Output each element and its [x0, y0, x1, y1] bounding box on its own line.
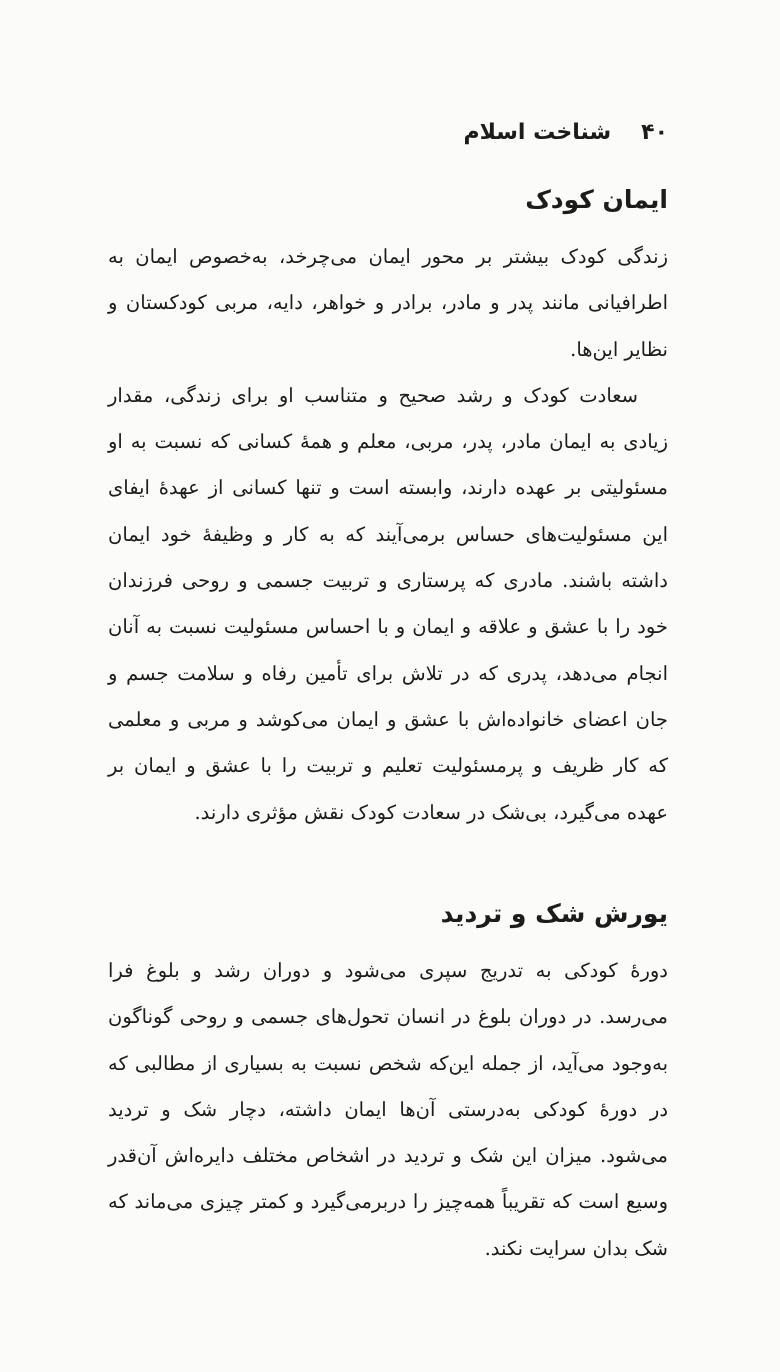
paragraph: زندگی کودک بیشتر بر محور ایمان می‌چرخد، به‌خصوص ایمان به اطرافیانی مانند پدر و مادر، برادر و خواهر، دایه، مربی کودکستان و نظایر این‌ها.	[108, 245, 668, 361]
page-number: ۴۰	[641, 119, 668, 145]
section-title: یورش شک و تردید	[440, 899, 668, 928]
book-title: شناخت اسلام	[463, 119, 612, 145]
paragraph: سعادت کودک و رشد صحیح و متناسب او برای زندگی، مقدار زیادی به ایمان مادر، پدر، مربی، معلم و همهٔ کسانی که نسبت به او مسئولیتی بر عهده دارند، وابسته است و تنها کسانی از عهدهٔ ایفای این مسئولیت‌های حساس برمی‌آیند که به کار و وظیفهٔ خود ایمان داشته باشند. مادری که پرستاری و تربیت جسمی و روحی فرزندان خود را با عشق و علاقه و ایمان و با احساس مسئولیت نسبت به آنان انجام می‌دهد، پدری که در تلاش برای تأمین رفاه و سلامت جسم و جان اعضای خانواده‌اش با عشق و ایمان می‌کوشد و مربی و معلمی که کار ظریف و پرمسئولیت تعلیم و تربیت را با عشق و ایمان بر عهده می‌گیرد، بی‌شک در سعادت کودک نقش مؤثری دارند.	[108, 383, 668, 824]
section-title: ایمان کودک	[525, 185, 668, 214]
running-head	[108, 112, 668, 152]
section-child-faith	[108, 176, 668, 836]
paragraph: دورهٔ کودکی به تدریج سپری می‌شود و دوران رشد و بلوغ فرا می‌رسد. در دوران بلوغ در انسان تحول‌های جسمی و روحی گوناگون به‌وجود می‌آید، از جمله این‌که شخص نسبت به بسیاری از مطالبی که در دورهٔ کودکی به‌درستی آن‌ها ایمان داشته، دچار شک و تردید می‌شود. میزان این شک و تردید در اشخاص مختلف دایره‌اش آن‌قدر وسیع است که تقریباً همه‌چیز را دربرمی‌گیرد و کمتر چیزی می‌ماند که شک بدان سرایت نکند.	[108, 959, 668, 1260]
section-doubt	[108, 890, 668, 1272]
